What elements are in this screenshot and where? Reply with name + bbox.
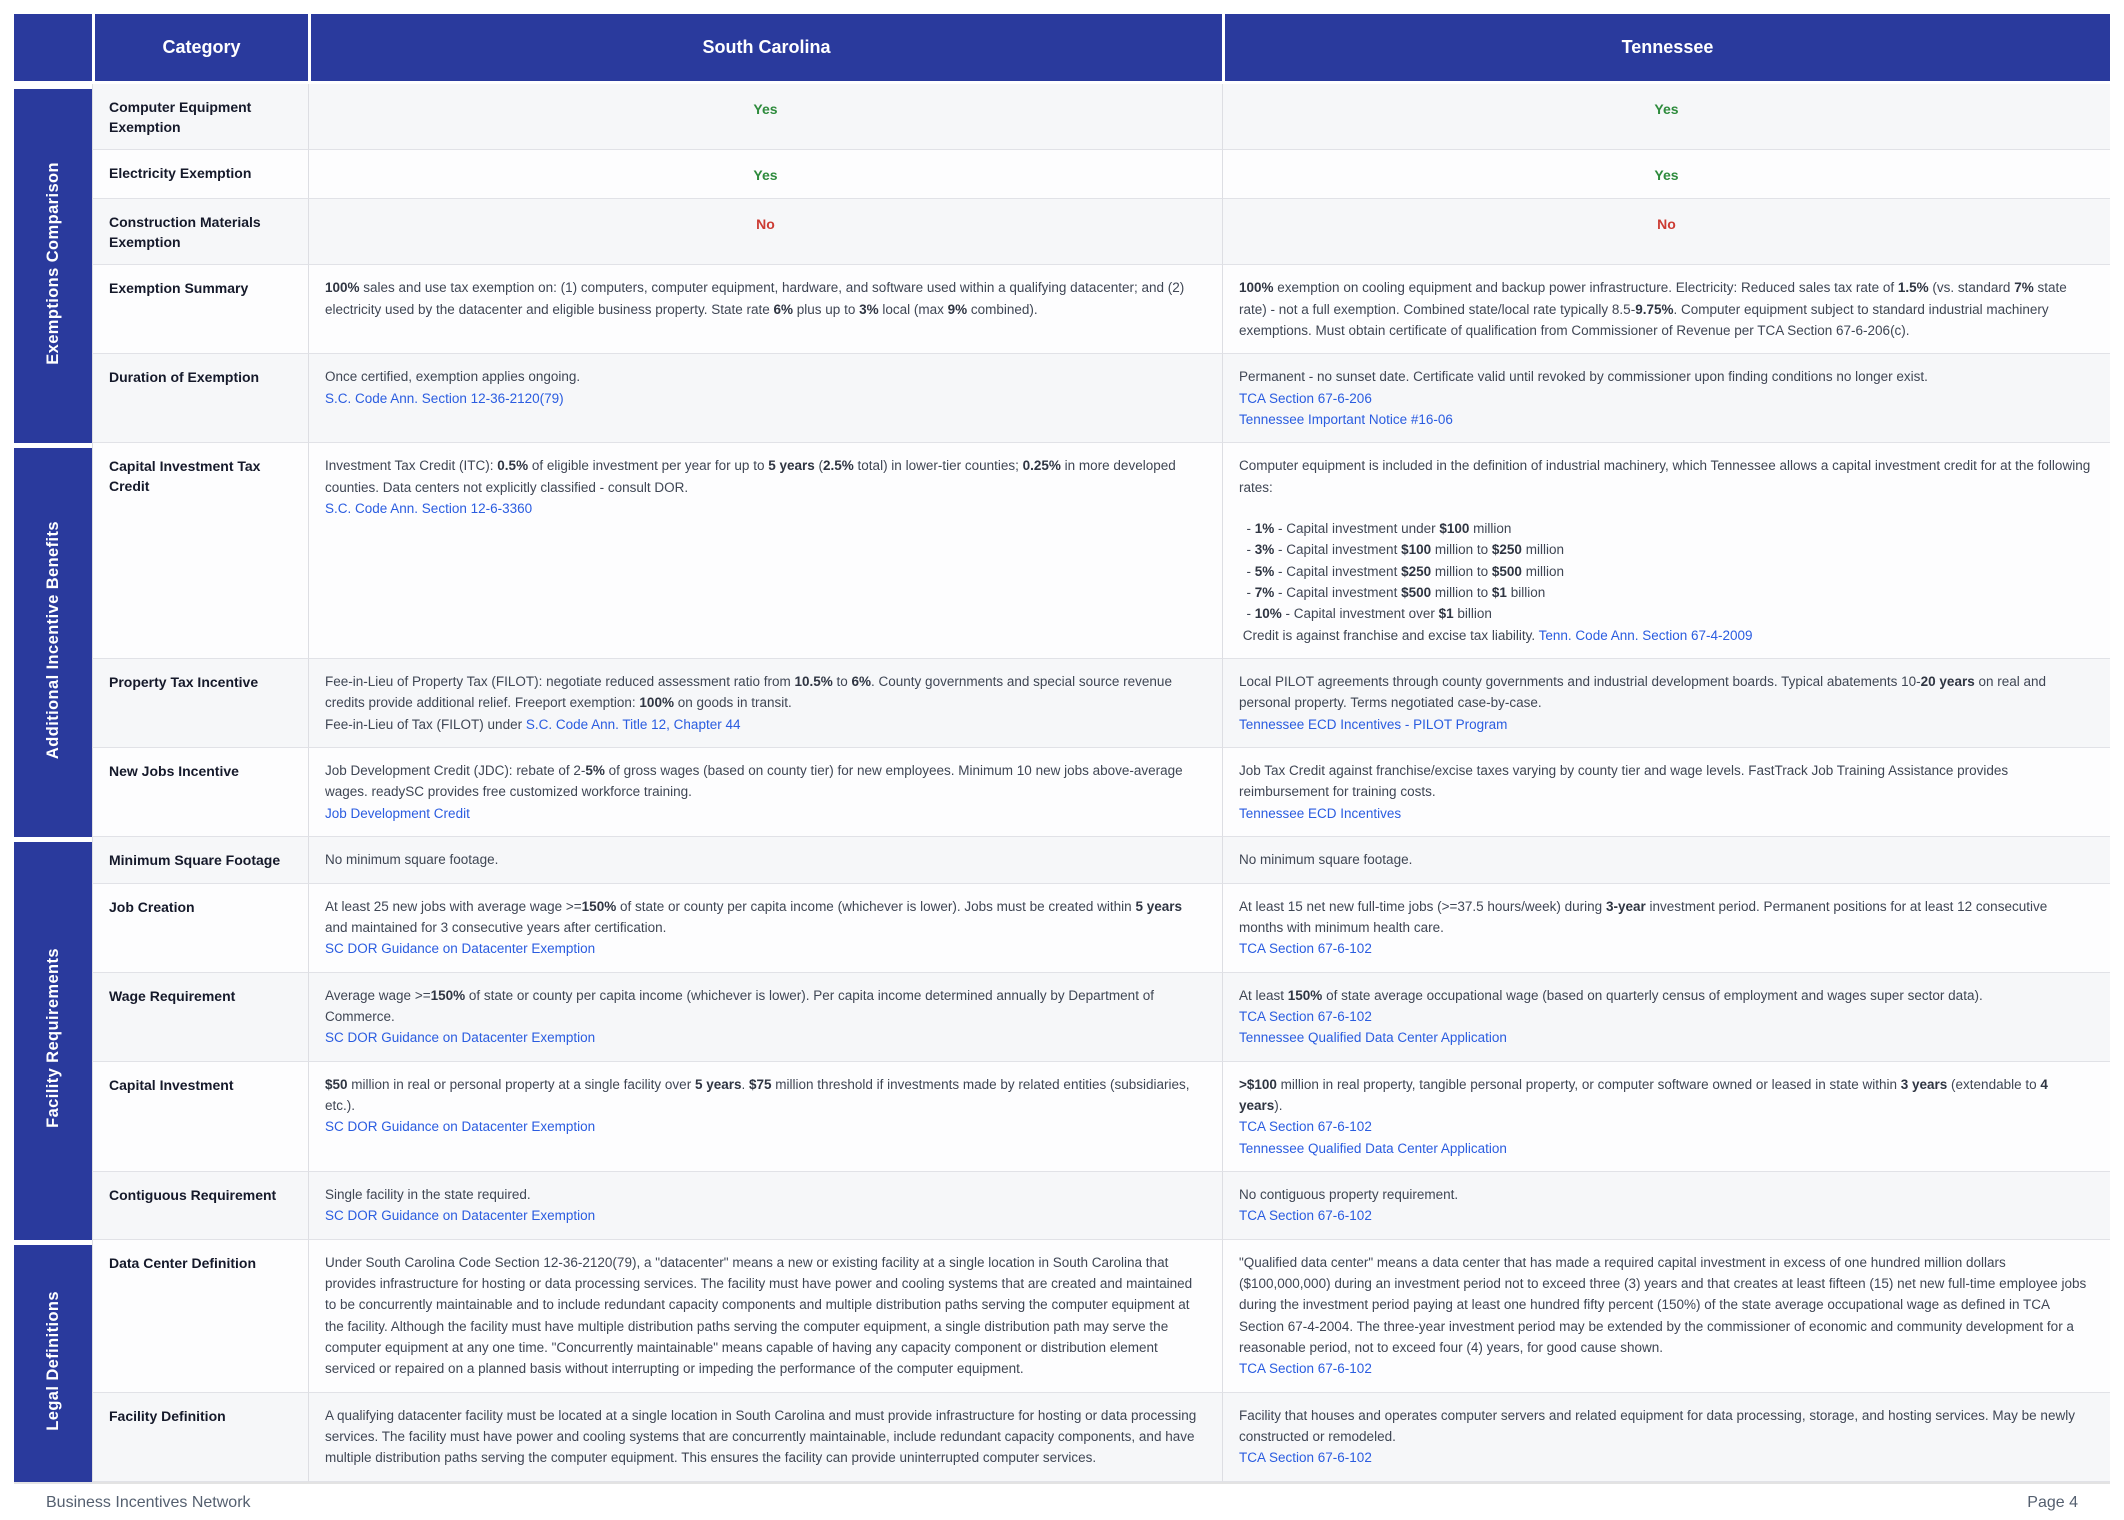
tennessee-cell: At least 150% of state average occupational wage (based on quarterly census of employment and wages super sector data). TCA Section 67-6-102 Tennessee Qualified Data Center Application (1222, 973, 2110, 1062)
south-carolina-cell: Average wage >=150% of state or county per capita income (whichever is lower). Per capita income determined annually by Department of Commerce. SC DOR Guidance on Datacenter Exemption (308, 973, 1222, 1062)
cell-link[interactable]: SC DOR Guidance on Datacenter Exemption (325, 941, 596, 957)
south-carolina-cell: Once certified, exemption applies ongoing. S.C. Code Ann. Section 12-36-2120(79) (308, 354, 1222, 443)
table-row (14, 1172, 2110, 1240)
cell-link[interactable]: S.C. Code Ann. Section 12-6-3360 (325, 501, 533, 517)
table-body (14, 84, 2110, 1482)
table-row (14, 884, 2110, 973)
category-cell: Job Creation (92, 884, 308, 973)
cell-link[interactable]: TCA Section 67-6-102 (1239, 941, 1372, 957)
cell-link[interactable]: TCA Section 67-6-102 (1239, 1119, 1372, 1135)
south-carolina-cell: Fee-in-Lieu of Property Tax (FILOT): negotiate reduced assessment ratio from 10.5% to 6%. County governments and special source revenue credits provide additional relief. Freeport exemption: 100% on goods in transit. Fee-in-Lieu of Tax (FILOT) under S.C. Code Ann. Title 12, Chapter 44 (308, 659, 1222, 748)
tennessee-cell: Computer equipment is included in the definition of industrial machinery, which Tennessee allows a capital investment credit for at the following rates: - 1% - Capital investment under $100 million - 3% - Capital investment $100 million to $250 million - 5% - Capital investment $250 million to $500 million - 7% - Capital investment $500 million to $1 billion - 10% - Capital investment over $1 billion Credit is against franchise and excise tax liability. Tenn. Code Ann. Section 67-4-2009 (1222, 443, 2110, 659)
cell-link[interactable]: TCA Section 67-6-102 (1239, 1361, 1372, 1377)
cell-link[interactable]: TCA Section 67-6-102 (1239, 1208, 1372, 1224)
status-value: Yes (753, 167, 778, 184)
category-cell: Facility Definition (92, 1393, 308, 1482)
tennessee-cell: No contiguous property requirement. TCA Section 67-6-102 (1222, 1172, 2110, 1240)
table-row (14, 150, 2110, 199)
cell-link[interactable]: Tennessee Qualified Data Center Application (1239, 1140, 1507, 1156)
cell-link[interactable]: SC DOR Guidance on Datacenter Exemption (325, 1119, 596, 1135)
table-row (14, 265, 2110, 354)
south-carolina-cell: Under South Carolina Code Section 12-36-2120(79), a "datacenter" means a new or existing facility at a single location in South Carolina that provides infrastructure for hosting or data processing services. The facility must have power and cooling systems that are created and maintained to be concurrently maintainable and to include redundant capacity components and multiple distribution paths serving the computer equipment at the facility. Although the facility must have multiple distribution paths serving the computer equipment, a single distribution path may serve the computer equipment at any one time. "Concurrently maintainable" means capable of having any capacity component or distribution element serviced or repaired on a planned basis without interrupting or impeding the performance of the computer equipment. (308, 1240, 1222, 1393)
tennessee-cell: Job Tax Credit against franchise/excise taxes varying by county tier and wage levels. FastTrack Job Training Assistance provides reimbursement for training costs. Tennessee ECD Incentives (1222, 748, 2110, 837)
header-south-carolina: South Carolina (308, 14, 1222, 84)
status-value: No (1657, 216, 1676, 233)
south-carolina-cell: Job Development Credit (JDC): rebate of 2-5% of gross wages (based on county tier) for new employees. Minimum 10 new jobs above-average wages. readySC provides free customized workforce training. Job Development Credit (308, 748, 1222, 837)
category-cell: Wage Requirement (92, 973, 308, 1062)
tennessee-cell: "Qualified data center" means a data center that has made a required capital investment in excess of one hundred million dollars ($100,000,000) during an investment period not to exceed three (3) years and that creates at least fifteen (15) net new full-time employee jobs during the investment period paying at least one hundred fifty percent (150%) of the state average occupational wage as defined in TCA Section 67-4-2004. The three-year investment period may be extended by the commissioner of economic and community development for a reasonable period, not to exceed four (4) years, for good cause shown. TCA Section 67-6-102 (1222, 1240, 2110, 1393)
category-cell: Contiguous Requirement (92, 1172, 308, 1240)
row-group-label-text: Additional Incentive Benefits (43, 521, 62, 760)
south-carolina-cell: 100% sales and use tax exemption on: (1) computers, computer equipment, hardware, and software used within a qualifying datacenter; and (2) electricity used by the datacenter and eligible business property. State rate 6% plus up to 3% local (max 9% combined). (308, 265, 1222, 354)
south-carolina-cell (308, 199, 1222, 265)
category-cell: Electricity Exemption (92, 150, 308, 199)
tennessee-cell: At least 15 net new full-time jobs (>=37.5 hours/week) during 3-year investment period. Permanent positions for at least 12 consecutive months with minimum health care. TCA Section 67-6-102 (1222, 884, 2110, 973)
south-carolina-cell: $50 million in real or personal property at a single facility over 5 years. $75 million threshold if investments made by related entities (subsidiaries, etc.). SC DOR Guidance on Datacenter Exemption (308, 1062, 1222, 1172)
south-carolina-cell: Single facility in the state required. SC DOR Guidance on Datacenter Exemption (308, 1172, 1222, 1240)
table-row (14, 443, 2110, 659)
row-group-label-text: Legal Definitions (43, 1290, 62, 1431)
table-row (14, 1393, 2110, 1482)
category-cell: Minimum Square Footage (92, 837, 308, 884)
tennessee-cell: No minimum square footage. (1222, 837, 2110, 884)
category-cell: Construction Materials Exemption (92, 199, 308, 265)
table-row (14, 1240, 2110, 1393)
south-carolina-cell: At least 25 new jobs with average wage >=150% of state or county per capita income (whichever is lower). Jobs must be created within 5 years and maintained for 3 consecutive years after certification. SC DOR Guidance on Datacenter Exemption (308, 884, 1222, 973)
south-carolina-cell (308, 150, 1222, 199)
comparison-table (14, 14, 2110, 1482)
tennessee-cell: 100% exemption on cooling equipment and backup power infrastructure. Electricity: Reduced sales tax rate of 1.5% (vs. standard 7% state rate) - not a full exemption. Combined state/local rate typically 8.5-9.75%. Computer equipment subject to standard industrial machinery exemptions. Must obtain certificate of qualification from Commissioner of Revenue per TCA Section 67-6-206(c). (1222, 265, 2110, 354)
header-row (14, 14, 2110, 84)
table-row (14, 354, 2110, 443)
cell-link[interactable]: SC DOR Guidance on Datacenter Exemption (325, 1030, 596, 1046)
row-group-label-text: Exemptions Comparison (43, 162, 62, 366)
category-cell: Capital Investment Tax Credit (92, 443, 308, 659)
cell-link[interactable]: Tennessee ECD Incentives - PILOT Program (1239, 716, 1508, 732)
south-carolina-cell: Investment Tax Credit (ITC): 0.5% of eligible investment per year for up to 5 years (2.5% total) in lower-tier counties; 0.25% in more developed counties. Data centers not explicitly classified - consult DOR. S.C. Code Ann. Section 12-6-3360 (308, 443, 1222, 659)
row-group-label-text: Facility Requirements (43, 948, 62, 1129)
cell-link[interactable]: Tennessee Important Notice #16-06 (1239, 412, 1453, 428)
south-carolina-cell: No minimum square footage. (308, 837, 1222, 884)
table-row (14, 199, 2110, 265)
cell-link[interactable]: TCA Section 67-6-102 (1239, 1450, 1372, 1466)
footer-page-number: Page 4 (2027, 1493, 2078, 1511)
tennessee-cell (1222, 84, 2110, 150)
category-cell: Computer Equipment Exemption (92, 84, 308, 150)
row-group-label (14, 1240, 92, 1482)
table-row (14, 837, 2110, 884)
table-row (14, 84, 2110, 150)
status-value: Yes (1654, 101, 1679, 117)
category-cell: Property Tax Incentive (92, 659, 308, 748)
tennessee-cell: Permanent - no sunset date. Certificate valid until revoked by commissioner upon finding conditions no longer exist. TCA Section 67-6-206 Tennessee Important Notice #16-06 (1222, 354, 2110, 443)
cell-link[interactable]: SC DOR Guidance on Datacenter Exemption (325, 1208, 596, 1224)
table-row (14, 748, 2110, 837)
south-carolina-cell: A qualifying datacenter facility must be located at a single location in South Carolina and must provide infrastructure for hosting or data processing services. The facility must have power and cooling systems that are concurrently maintainable, include redundant capacity components, and have multiple distribution paths serving the computer equipment. This ensures the facility can provide uninterrupted computer services. (308, 1393, 1222, 1482)
row-group-label (14, 837, 92, 1240)
cell-link[interactable]: S.C. Code Ann. Title 12, Chapter 44 (525, 716, 741, 732)
tennessee-cell (1222, 199, 2110, 265)
status-value: Yes (753, 101, 778, 117)
category-cell: Duration of Exemption (92, 354, 308, 443)
header-category: Category (92, 14, 308, 84)
cell-link[interactable]: Tennessee ECD Incentives (1239, 805, 1402, 821)
footer-brand: Business Incentives Network (46, 1493, 251, 1511)
row-group-label (14, 84, 92, 443)
tennessee-cell: Facility that houses and operates computer servers and related equipment for data processing, storage, and hosting services. May be newly constructed or remodeled. TCA Section 67-6-102 (1222, 1393, 2110, 1482)
cell-link[interactable]: Tennessee Qualified Data Center Application (1239, 1030, 1507, 1046)
table-row (14, 659, 2110, 748)
table-row (14, 973, 2110, 1062)
tennessee-cell: Local PILOT agreements through county governments and industrial development boards. Typical abatements 10-20 years on real and personal property. Terms negotiated case-by-case. Tennessee ECD Incentives - PILOT Program (1222, 659, 2110, 748)
south-carolina-cell (308, 84, 1222, 150)
row-group-label (14, 443, 92, 837)
category-cell: Exemption Summary (92, 265, 308, 354)
page-footer (14, 1482, 2110, 1520)
category-cell: New Jobs Incentive (92, 748, 308, 837)
cell-link[interactable]: Tenn. Code Ann. Section 67-4-2009 (1538, 627, 1753, 643)
cell-link[interactable]: Job Development Credit (325, 805, 470, 821)
category-cell: Capital Investment (92, 1062, 308, 1172)
tennessee-cell: >$100 million in real property, tangible personal property, or computer software owned or leased in state within 3 years (extendable to 4 years). TCA Section 67-6-102 Tennessee Qualified Data Center Application (1222, 1062, 2110, 1172)
header-corner-cell (14, 14, 92, 84)
table-row (14, 1062, 2110, 1172)
status-value: No (756, 216, 775, 233)
status-value: Yes (1654, 167, 1679, 184)
cell-link[interactable]: TCA Section 67-6-206 (1239, 390, 1372, 406)
cell-link[interactable]: S.C. Code Ann. Section 12-36-2120(79) (325, 390, 564, 406)
header-tennessee: Tennessee (1222, 14, 2110, 84)
tennessee-cell (1222, 150, 2110, 199)
category-cell: Data Center Definition (92, 1240, 308, 1393)
cell-link[interactable]: TCA Section 67-6-102 (1239, 1008, 1372, 1024)
